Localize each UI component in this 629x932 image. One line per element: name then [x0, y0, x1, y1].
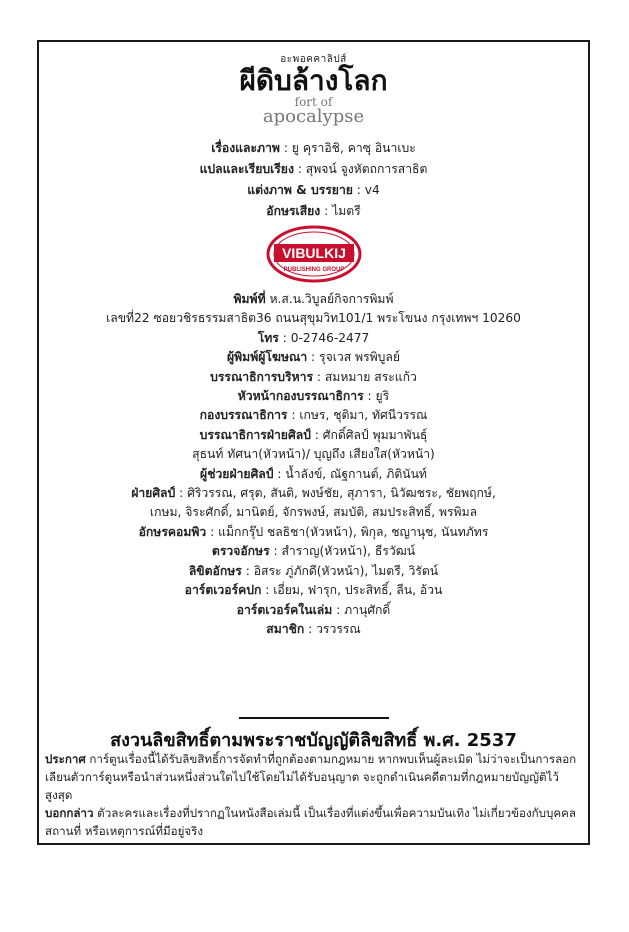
staff-line: [39, 484, 588, 503]
publisher-group: PUBLISHING GROUP: [283, 267, 345, 273]
logo-small-text: อะพอคคาลิปส์: [280, 54, 347, 65]
staff-value: สุธนท์ ทัศนา(หัวหน้า)/ บุญถึง เสียงใส(หัวหน้า): [192, 447, 435, 462]
staff-value: : สำราญ(หัวหน้า), ธีรวัฒน์: [269, 544, 416, 559]
credit-label: เรื่องและภาพ: [211, 141, 280, 155]
staff-label: สมาชิก: [266, 621, 305, 636]
credit-label: แปลและเรียบเรียง: [199, 162, 294, 176]
copyright-title: สงวนลิขสิทธิ์ตามพระราชบัญญัติลิขสิทธิ์ พ.ศ. 2537: [110, 730, 517, 751]
staff-label: ตรวจอักษร: [211, 544, 270, 559]
staff-value: : ศิริวรรณ, ศรุต, สันติ, พงษ์ชัย, สุภารา, นิวัฒชระ, ชัยพฤกษ์,: [175, 486, 496, 501]
disclaimer-label: บอกกล่าว: [45, 806, 94, 820]
credit-value: : v4: [352, 183, 380, 197]
staff-line: [39, 601, 588, 620]
staff-label: ผู้ช่วยฝ่ายศิลป์: [200, 466, 274, 481]
notice-label: ประกาศ: [45, 752, 86, 766]
staff-label: บรรณาธิการฝ่ายศิลป์: [199, 427, 311, 442]
staff-value: : สมหมาย สระแก้ว: [313, 369, 417, 384]
credit-line: [39, 201, 588, 222]
credit-label: แต่งภาพ & บรรยาย: [247, 183, 353, 197]
staff-value: : แม็กกรุ๊ป ชลธิชา(หัวหน้า), พิกุล, ชญานุช, นันทภัทร: [206, 524, 489, 539]
disclaimer-paragraph: [45, 804, 582, 840]
staff-line: [39, 329, 588, 348]
staff-value: เลขที่22 ซอยวชิรธรรมสาธิต36 ถนนสุขุมวิท101/1 พระโขนง กรุงเทพฯ 10260: [106, 311, 521, 326]
staff-value: : อิสระ ภู่ภักดี(หัวหน้า), ไมตรี, วิรัตน์: [241, 563, 439, 578]
staff-value: : เอี่ยม, ฟารุก, ประสิทธิ์, ลีน, อ้วน: [261, 583, 443, 598]
logo-sub-text: fort of: [294, 95, 333, 109]
credit-line: [39, 138, 588, 159]
notice-text: การ์ตูนเรื่องนี้ได้รับลิขสิทธิ์การจัดทำที่ถูกต้องตามกฎหมาย หากพบเห็นผู้ละเมิด ไม่ว่าจะเป็นการลอกเลียนตัวการ์ตูนหรือนำส่วนหนึ่งส่วนใดไปใช้โดยไม่ได้รับอนุญาต จะถูกดำเนินคดีตามที่กฎหมายบัญญัติไว้สูงสุด: [45, 752, 577, 802]
staff-line: [39, 503, 588, 522]
staff-label: โทร: [257, 330, 279, 345]
staff-label: อาร์ตเวอร์คในเล่ม: [236, 602, 333, 617]
staff-line: [39, 406, 588, 425]
staff-value: : เกษร, ชุติมา, ทัศนีวรรณ: [287, 408, 428, 423]
disclaimer-text: ตัวละครและเรื่องที่ปรากฏในหนังสือเล่มนี้ เป็นเรื่องที่แต่งขึ้นเพื่อความบันเทิง ไม่เกี่ยวข้องกับบุคคล สถานที่ หรือเหตุการณ์ที่มีอยู่จริง: [45, 806, 576, 838]
staff-line: [39, 445, 588, 464]
staff-label: ลิขิตอักษร: [188, 563, 242, 578]
logo-apocalypse-text: apocalypse: [262, 106, 365, 127]
staff-label: พิมพ์ที่: [233, 292, 266, 306]
staff-value: ห.ส.น.วิบูลย์กิจการพิมพ์: [265, 292, 394, 306]
staff-label: บรรณาธิการบริหาร: [210, 369, 314, 384]
staff-value: เกษม, จิระศักดิ์, มานิตย์, จักรพงษ์, สมบัติ, สมประสิทธิ์, พรพิมล: [149, 505, 478, 520]
staff-line: [39, 426, 588, 445]
staff-label: ผู้พิมพ์ผู้โฆษณา: [227, 350, 308, 365]
staff-value: : รุจเวส พรพิบูลย์: [307, 350, 400, 365]
staff-label: กองบรรณาธิการ: [199, 408, 288, 423]
publisher-logo: [266, 225, 362, 283]
staff-value: : น้ำลังข์, ณัฐกานต์, ภิตินันท์: [273, 466, 427, 481]
staff-value: : ยูริ: [363, 389, 390, 404]
staff-line: [39, 368, 588, 387]
staff-line: [39, 620, 588, 639]
divider-line: [239, 717, 389, 719]
staff-label: หัวหน้ากองบรรณาธิการ: [237, 389, 364, 404]
series-logo: [39, 54, 588, 126]
staff-line: [39, 542, 588, 561]
staff-line: [39, 387, 588, 406]
staff-value: : 0-2746-2477: [278, 330, 370, 345]
staff-label: ฝ่ายศิลป์: [131, 486, 176, 501]
publisher-name: VIBULKIJ: [282, 245, 346, 261]
staff-value: : วรวรรณ: [304, 621, 361, 636]
staff-line: [39, 562, 588, 581]
staff-line: [39, 309, 588, 328]
copyright-notice: [45, 750, 582, 840]
staff-label: อักษรคอมพิว: [138, 524, 207, 539]
credit-value: : ไมตรี: [320, 204, 361, 218]
credit-value: : ยู คุราอิชิ, คาซุ อินาเบะ: [279, 141, 416, 155]
credit-value: : สุพจน์ จูงหัตถการสาธิต: [293, 162, 428, 176]
staff-label: อาร์ตเวอร์คปก: [184, 583, 262, 598]
logo-title: ผีดิบล้างโลก: [239, 64, 388, 97]
staff-block: [39, 290, 588, 639]
credits-block: [39, 138, 588, 222]
credit-line: [39, 159, 588, 180]
staff-line: [39, 290, 588, 309]
staff-line: [39, 523, 588, 542]
staff-value: : ภานุศักดิ์: [332, 602, 391, 617]
credit-label: อักษรเสียง: [266, 204, 321, 218]
credit-line: [39, 180, 588, 201]
staff-value: : ศักดิ์ศิลป์ พุมมาพันธุ์: [310, 427, 428, 442]
staff-line: [39, 465, 588, 484]
notice-paragraph: [45, 750, 582, 804]
copyright-page-frame: [37, 40, 590, 845]
staff-line: [39, 581, 588, 600]
staff-line: [39, 348, 588, 367]
